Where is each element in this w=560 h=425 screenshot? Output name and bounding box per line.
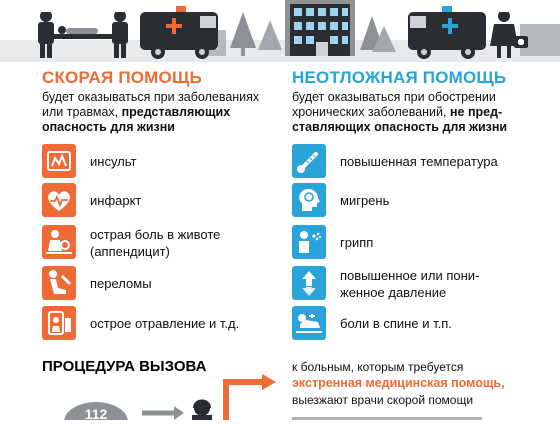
header-illustration xyxy=(0,0,560,62)
urgent-care-title: НЕОТЛОЖНАЯ ПОМОЩЬ xyxy=(292,68,507,87)
ambulance-item-stroke-label: инсульт xyxy=(90,154,137,169)
ambulance-description-line2: или травмах, xyxy=(42,105,122,119)
urgent-care-item-blood-pressure xyxy=(292,266,554,302)
procedure-text-line2: экстренная медицинская помощь, xyxy=(292,376,505,390)
urgent-care-item-fever-label: повышенная температура xyxy=(340,154,498,169)
urgent-care-description-line1: будет оказываться при обострении xyxy=(292,90,496,104)
urgent-care-item-flu xyxy=(292,225,554,261)
ambulance-item-abdominal-pain xyxy=(42,225,282,261)
ambulance-item-heart-attack-label: инфаркт xyxy=(90,193,142,208)
ambulance-item-poisoning xyxy=(42,306,282,342)
procedure-title: ПРОЦЕДУРА ВЫЗОВА xyxy=(42,358,207,375)
urgent-care-item-blood-pressure-line1: повышенное или пони- xyxy=(340,268,480,283)
ambulance-item-fracture xyxy=(42,266,282,302)
urgent-care-item-migraine-label: мигрень xyxy=(340,193,390,208)
cropped-text-line xyxy=(292,412,492,420)
ambulance-item-stroke xyxy=(42,144,282,180)
urgent-care-description-bold1: не пред- xyxy=(449,105,503,119)
ambulance-description-bold1: представляющих xyxy=(121,105,231,119)
ambulance-item-heart-attack xyxy=(42,183,282,219)
flu-icon xyxy=(292,225,326,259)
branch-arrow-icon xyxy=(218,372,278,420)
urgent-care-item-fever xyxy=(292,144,554,180)
urgent-care-item-flu-label: грипп xyxy=(340,235,374,250)
urgent-care-item-back-pain-label: боли в спине и т.п. xyxy=(340,316,452,331)
ambulance-description-line1: будет оказываться при заболеваниях xyxy=(42,90,260,104)
urgent-care-description-bold2: ставляющих опасность для жизни xyxy=(292,120,508,134)
ambulance-item-poisoning-label: острое отравление и т.д. xyxy=(90,316,240,331)
ambulance-item-abdominal-pain-line1: острая боль в животе xyxy=(90,227,221,242)
ambulance-description xyxy=(42,90,282,135)
ambulance-title: СКОРАЯ ПОМОЩЬ xyxy=(42,68,202,87)
blood-pressure-icon xyxy=(292,266,326,300)
heart-attack-icon xyxy=(42,183,76,217)
urgent-care-description xyxy=(292,90,554,135)
ambulance-item-abdominal-pain-line2: (аппендицит) xyxy=(90,244,170,259)
ambulance-item-fracture-label: переломы xyxy=(90,276,152,291)
thermometer-icon xyxy=(292,144,326,178)
fracture-icon xyxy=(42,266,76,300)
urgent-care-item-blood-pressure-line2: женное давление xyxy=(340,285,447,300)
stroke-icon xyxy=(42,144,76,178)
urgent-care-item-back-pain xyxy=(292,306,554,342)
ambulance-description-bold2: опасность для жизни xyxy=(42,120,175,134)
procedure-text-line1: к больным, которым требуется xyxy=(292,360,464,374)
phone-number: 112 xyxy=(84,406,108,420)
migraine-icon xyxy=(292,183,326,217)
abdominal-pain-icon xyxy=(42,225,76,259)
back-pain-icon xyxy=(292,306,326,340)
hospital-scene-icon xyxy=(0,0,560,62)
poisoning-icon xyxy=(42,306,76,340)
procedure-text-line3: выезжают врачи скорой помощи xyxy=(292,393,474,407)
arrow-right-icon xyxy=(174,406,184,420)
urgent-care-item-migraine xyxy=(292,183,554,219)
urgent-care-description-line2: хронических заболеваний, xyxy=(292,105,450,119)
